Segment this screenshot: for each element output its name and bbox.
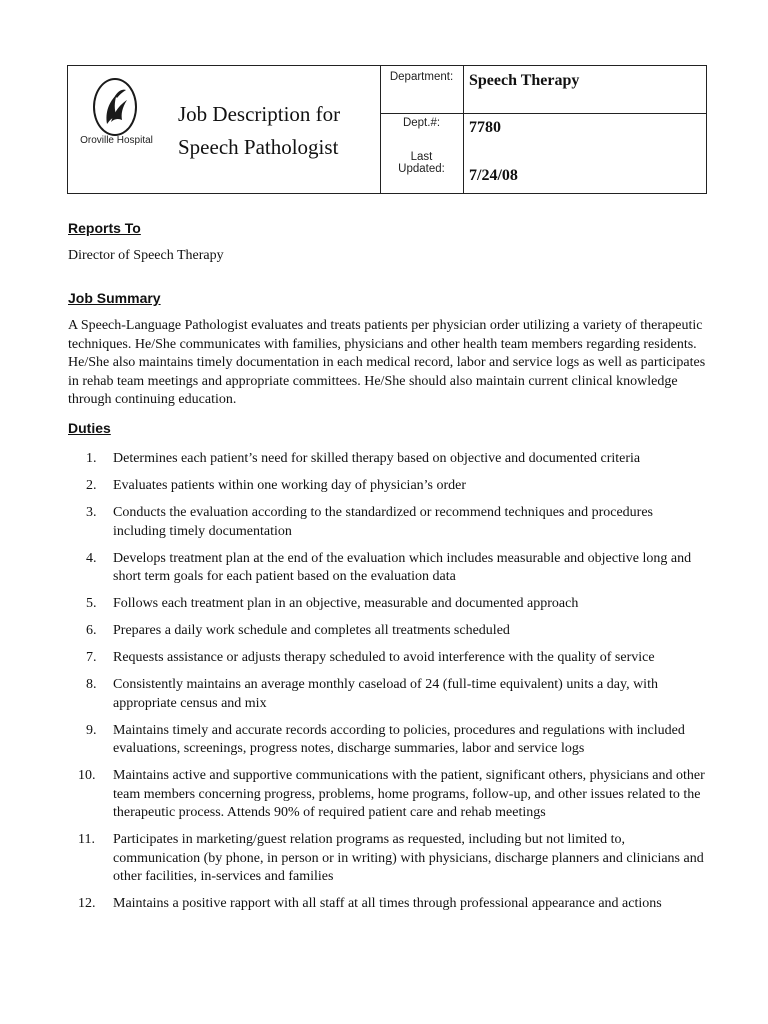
duty-item: 9. Maintains timely and accurate records according to policies, procedures and regulations with included evaluations, screenings, progress notes, discharge summaries, labor and service logs: [86, 722, 685, 756]
reports-to-text: Director of Speech Therapy: [68, 248, 224, 263]
job-summary-heading: Job Summary: [68, 290, 161, 306]
duty-item: 4. Develops treatment plan at the end of the evaluation which includes measurable and objective long and short term goals for each patient based on the evaluation data: [86, 550, 692, 584]
logo: [68, 66, 165, 193]
document-title: [178, 98, 388, 164]
divider: [463, 66, 464, 193]
duty-item: 6. Prepares a daily work schedule and completes all treatments scheduled: [86, 623, 510, 638]
header-table: [67, 65, 707, 194]
duty-item: 10. Maintains active and supportive communications with the patient, significant others, physicians and other team members concerning progress, problems, home programs, follow-up, and other issues related to the therapeutic process. Attends 90% of required patient care and rehab meetings: [78, 768, 705, 820]
dept-number-label: Dept.#:: [402, 117, 441, 129]
title-line-1: Job Description for: [178, 102, 341, 126]
department-value: Speech Therapy: [469, 72, 580, 89]
duty-item: 1. Determines each patient’s need for skilled therapy based on objective and documented criteria: [86, 451, 641, 466]
duty-item: 12. Maintains a positive rapport with all staff at all times through professional appearance and actions: [78, 896, 662, 911]
duty-item: 7. Requests assistance or adjusts therapy scheduled to avoid interference with the quality of service: [86, 650, 655, 665]
duty-item: 2. Evaluates patients within one working day of physician’s order: [86, 478, 467, 493]
duties-list: [68, 450, 708, 922]
title-line-2: Speech Pathologist: [178, 135, 339, 159]
last-updated-label: Last Updated:: [398, 151, 445, 175]
duty-item: 8. Consistently maintains an average monthly caseload of 24 (full-time equivalent) units a day, with appropriate census and mix: [86, 677, 658, 711]
duty-item: 3. Conducts the evaluation according to the standardized or recommend techniques and procedures including timely documentation: [86, 505, 653, 539]
job-summary-text: A Speech-Language Pathologist evaluates and treats patients per physician order utilizing a variety of therapeutic techniques. He/She communicates with families, physicians and other health team members regarding residents. He/She also maintains timely documentation in each medical record, labor and service logs as well as participates in rehab team meetings and appropriate committees. He/She should also maintain current clinical knowledge through continuing education.: [68, 318, 706, 407]
department-label: Department:: [389, 71, 454, 83]
duties-heading: Duties: [68, 420, 111, 436]
last-updated-value: 7/24/08: [469, 167, 518, 184]
duty-item: 5. Follows each treatment plan in an objective, measurable and documented approach: [86, 596, 579, 611]
logo-text: Oroville Hospital: [80, 135, 153, 146]
hospital-logo-icon: [93, 78, 137, 136]
reports-to-heading: Reports To: [68, 220, 141, 236]
duty-item: 11. Participates in marketing/guest relation programs as requested, including but not limited to, communication (by phone, in person or in writing) with physicians, discharge planners and clinicians and other facilities, in-services and families: [78, 832, 704, 884]
dept-number-value: 7780: [469, 119, 501, 136]
divider: [380, 113, 706, 114]
